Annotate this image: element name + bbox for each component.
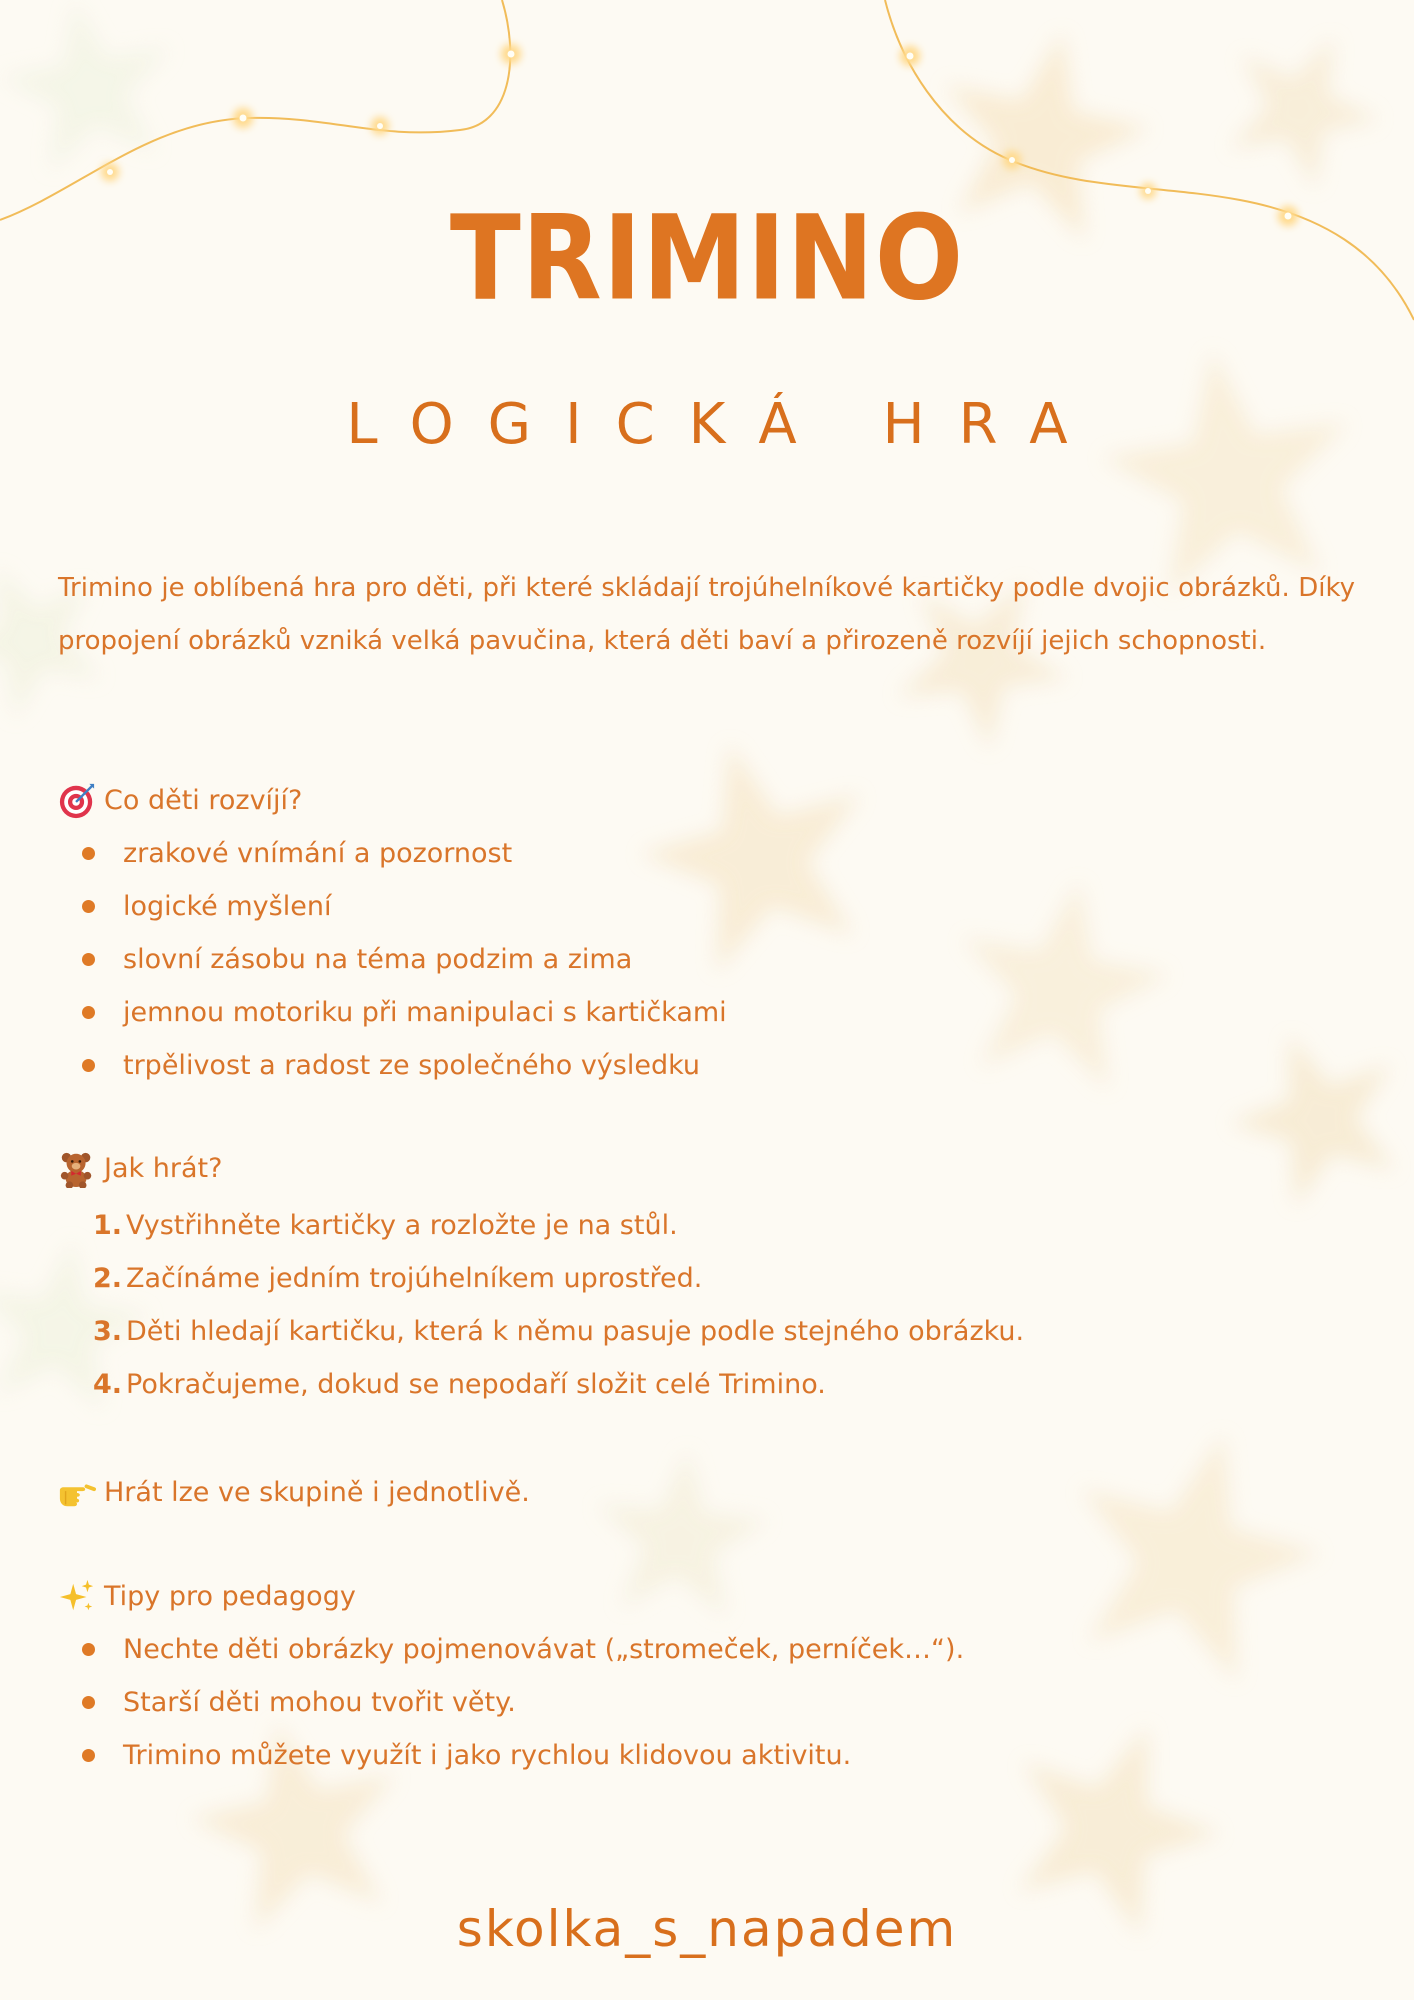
step-text: Pokračujeme, dokud se nepodaří složit celé Trimino. <box>126 1369 826 1400</box>
list-item <box>82 1676 964 1729</box>
tips-heading <box>58 1578 356 1616</box>
howto-steps <box>86 1199 1024 1411</box>
tips-list <box>82 1623 964 1782</box>
sparkles-icon <box>58 1578 96 1616</box>
list-item <box>82 1039 727 1092</box>
bullet-icon <box>82 1006 95 1019</box>
list-item-text: trpělivost a radost ze společného výsledku <box>123 1050 701 1081</box>
list-item-text: logické myšlení <box>123 891 332 922</box>
list-item <box>82 986 727 1039</box>
page-subtitle: LOGICKÁ HRA <box>346 392 1102 457</box>
bullet-icon <box>82 953 95 966</box>
list-item-text: Trimino můžete využít i jako rychlou klidovou aktivitu. <box>123 1740 852 1771</box>
list-item-text: zrakové vnímání a pozornost <box>123 838 513 869</box>
howto-heading-text: Jak hrát? <box>104 1153 223 1184</box>
bullet-icon <box>82 1643 95 1656</box>
intro-paragraph: Trimino je oblíbená hra pro děti, při které skládají trojúhelníkové kartičky podle dvojic obrázků. Díky propojení obrázků vzniká velká pavučina, která děti baví a přirozeně rozvíjí jejich schopnosti. <box>58 573 1355 656</box>
list-item-text: slovní zásobu na téma podzim a zima <box>123 944 633 975</box>
step-number: 3. <box>92 1316 122 1347</box>
bullet-icon <box>82 1696 95 1709</box>
step-number: 4. <box>92 1369 122 1400</box>
step-item <box>86 1199 1024 1252</box>
bullet-icon <box>82 847 95 860</box>
step-number: 2. <box>92 1263 122 1294</box>
step-item <box>86 1358 1024 1411</box>
step-item <box>86 1305 1024 1358</box>
tips-heading-text: Tipy pro pedagogy <box>104 1581 356 1612</box>
bullet-icon <box>82 900 95 913</box>
develops-heading-text: Co děti rozvíjí? <box>104 785 303 816</box>
list-item-text: Nechte děti obrázky pojmenovávat („stromeček, perníček…“). <box>123 1634 965 1665</box>
list-item <box>82 827 727 880</box>
list-item-text: jemnou motoriku při manipulaci s kartičkami <box>123 997 727 1028</box>
bullet-icon <box>82 1749 95 1762</box>
list-item <box>82 1729 964 1782</box>
footer-handle: skolka_s_napadem <box>456 1900 958 1958</box>
note-text: Hrát lze ve skupině i jednotlivě. <box>104 1477 530 1508</box>
bullet-icon <box>82 1059 95 1072</box>
step-text: Začínáme jedním trojúhelníkem uprostřed. <box>126 1263 703 1294</box>
note-line <box>58 1474 530 1512</box>
howto-heading <box>58 1150 222 1188</box>
step-text: Vystřihněte kartičky a rozložte je na stůl. <box>126 1210 678 1241</box>
list-item <box>82 933 727 986</box>
step-number: 1. <box>92 1210 122 1241</box>
develops-list <box>82 827 727 1092</box>
list-item <box>82 1623 964 1676</box>
step-text: Děti hledají kartičku, která k němu pasuje podle stejného obrázku. <box>126 1316 1025 1347</box>
develops-heading <box>58 782 302 820</box>
teddy-bear-icon <box>58 1150 96 1188</box>
target-icon <box>58 782 96 820</box>
list-item-text: Starší děti mohou tvořit věty. <box>123 1687 516 1718</box>
pointing-hand-icon <box>58 1474 96 1512</box>
list-item <box>82 880 727 933</box>
page-title: TRIMINO <box>449 190 965 327</box>
step-item <box>86 1252 1024 1305</box>
